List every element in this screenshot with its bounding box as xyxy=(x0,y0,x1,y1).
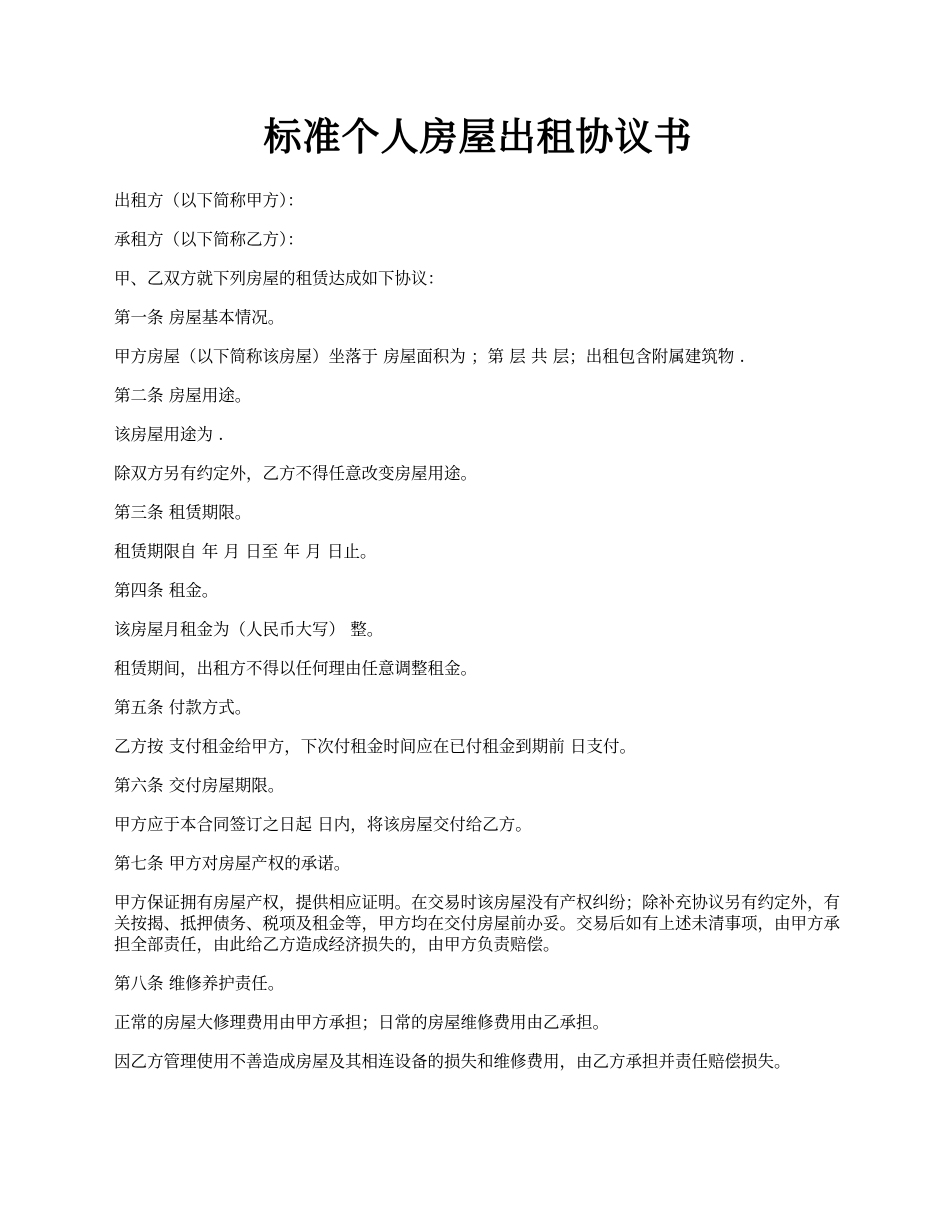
article-6-heading: 第六条 交付房屋期限。 xyxy=(114,776,285,795)
article-4-text: 该房屋月租金为（人民币大写） 整。 xyxy=(114,620,384,639)
article-3-heading: 第三条 租赁期限。 xyxy=(114,503,252,522)
article-5-heading: 第五条 付款方式。 xyxy=(114,698,252,717)
article-1-text: 甲方房屋（以下简称该房屋）坐落于 房屋面积为 ；第 层 共 层；出租包含附属建筑物 . xyxy=(114,347,745,366)
article-4-text-2: 租赁期间，出租方不得以任何理由任意调整租金。 xyxy=(114,659,477,678)
article-5-text: 乙方按 支付租金给甲方，下次付租金时间应在已付租金到期前 日支付。 xyxy=(114,737,636,756)
article-2-text-2: 除双方另有约定外，乙方不得任意改变房屋用途。 xyxy=(114,464,477,483)
article-7-text: 甲方保证拥有房屋产权，提供相应证明。在交易时该房屋没有产权纠纷；除补充协议另有约定外，有关按揭、抵押债务、税项及租金等，甲方均在交付房屋前办妥。交易后如有上述未清事项，由甲方承担全部责任，由此给乙方造成经济损失的，由甲方负责赔偿。 xyxy=(114,893,840,954)
article-2-text: 该房屋用途为 . xyxy=(114,425,224,444)
article-1-heading: 第一条 房屋基本情况。 xyxy=(114,308,285,327)
article-4-heading: 第四条 租金。 xyxy=(114,581,219,600)
article-8-text-2: 因乙方管理使用不善造成房屋及其相连设备的损失和维修费用，由乙方承担并责任赔偿损失。 xyxy=(114,1052,791,1071)
article-8-heading: 第八条 维修养护责任。 xyxy=(114,974,285,993)
article-2-heading: 第二条 房屋用途。 xyxy=(114,386,252,405)
document-body xyxy=(114,190,842,1072)
lessee-line: 承租方（以下简称乙方）： xyxy=(114,230,304,249)
article-8-text: 正常的房屋大修理费用由甲方承担；日常的房屋维修费用由乙承担。 xyxy=(114,1013,609,1032)
document-title: 标准个人房屋出租协议书 xyxy=(263,115,693,159)
article-3-text: 租赁期限自 年 月 日至 年 月 日止。 xyxy=(114,542,377,561)
lessor-line: 出租方（以下简称甲方）： xyxy=(114,191,304,210)
article-6-text: 甲方应于本合同签订之日起 日内，将该房屋交付给乙方。 xyxy=(114,815,532,834)
article-7-heading: 第七条 甲方对房屋产权的承诺。 xyxy=(114,854,351,873)
agreement-intro: 甲、乙双方就下列房屋的租赁达成如下协议： xyxy=(114,269,444,288)
